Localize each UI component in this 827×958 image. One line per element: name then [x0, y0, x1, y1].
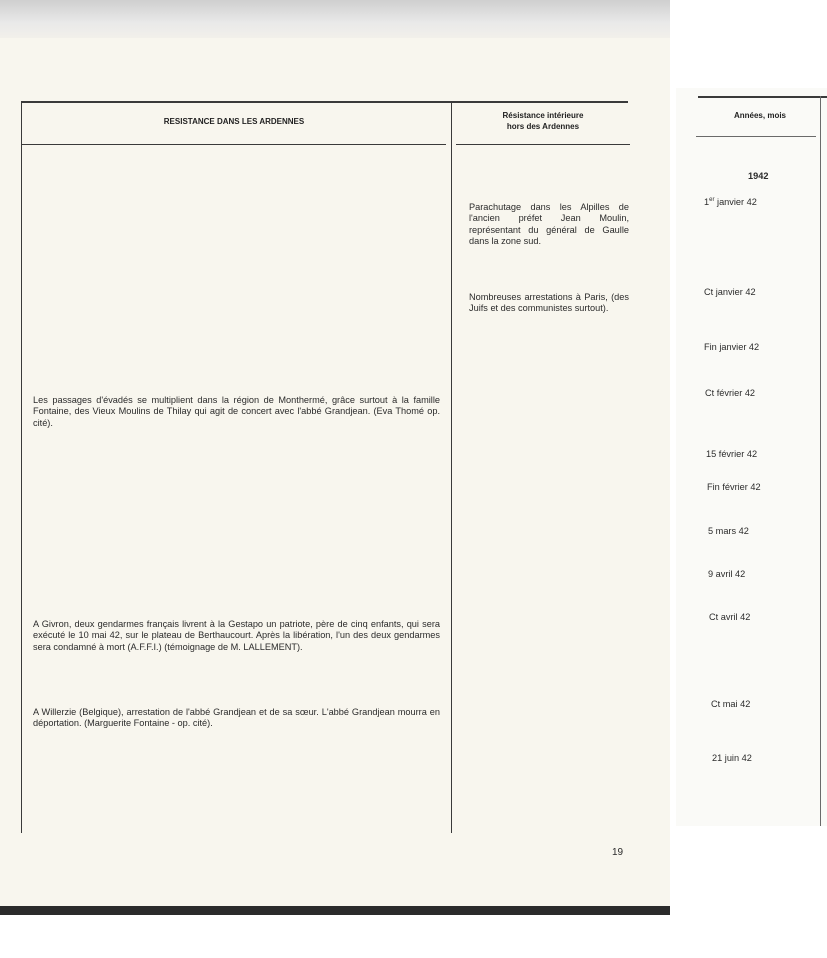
date-year: 1942	[748, 171, 769, 181]
ardennes-entry-givron: A Givron, deux gendarmes français livrent à la Gestapo un patriote, père de cinq enfants, qui sera exécuté le 10 mai 42, sur le plateau de Berthaucourt. Après la libération, l'un des deux gendarmes sera condamné à mort (A.F.F.I.) (témoignage de M. LALLEMENT).	[33, 619, 440, 652]
ardennes-entry-willerzie: A Willerzie (Belgique), arrestation de l'abbé Grandjean et de sa sœur. L'abbé Grandjean mourra en déportation. (Marguerite Fontaine - op. cité).	[33, 707, 440, 729]
date-ct-mai: Ct mai 42	[711, 699, 751, 709]
date-1er-prefix: 1	[704, 197, 710, 208]
interieure-entry-moulin: Parachutage dans les Alpilles de l'ancien préfet Jean Moulin, représentant du général de Gaulle dans la zone sud.	[469, 202, 629, 246]
header-annees: Années, mois	[733, 111, 786, 120]
date-21-juin: 21 juin 42	[712, 753, 752, 763]
date-1er-sup: er	[709, 197, 715, 203]
header-rule-left	[22, 144, 446, 145]
strip-right-rule	[820, 96, 821, 826]
strip-header-rule	[696, 136, 816, 137]
date-fin-fevrier: Fin février 42	[707, 482, 761, 492]
header-interieure-line1: Résistance intérieure	[502, 111, 584, 120]
header-ardennes: RESISTANCE DANS LES ARDENNES	[163, 117, 305, 126]
page-sheet	[0, 38, 670, 906]
ardennes-entry-evades: Les passages d'évadés se multiplient dans la région de Monthermé, grâce surtout à la famille Fontaine, des Vieux Moulins de Thilay qui agit de concert avec l'abbé Grandjean. (Eva Thomé op. cité).	[33, 395, 440, 428]
date-5-mars: 5 mars 42	[708, 526, 749, 536]
top-rule	[22, 101, 628, 103]
date-fin-janvier: Fin janvier 42	[704, 342, 760, 352]
date-9-avril: 9 avril 42	[708, 569, 746, 579]
date-1er-suffix: janvier 42	[714, 197, 757, 208]
column-divider	[451, 101, 452, 833]
date-15-fevrier: 15 février 42	[706, 449, 758, 459]
header-interieure-line2: hors des Ardennes	[506, 122, 580, 131]
date-ct-fevrier: Ct février 42	[705, 388, 756, 398]
scan-edge-bottom	[0, 906, 670, 915]
scan-shadow-top	[0, 0, 670, 38]
page-number: 19	[612, 847, 624, 858]
header-interieure	[455, 110, 631, 132]
date-ct-janvier: Ct janvier 42	[704, 287, 756, 297]
interieure-entry-arrestations: Nombreuses arrestations à Paris, (des Juifs et des communistes surtout).	[469, 292, 629, 314]
left-rule	[21, 101, 22, 833]
date-1er-janvier	[704, 195, 757, 208]
date-ct-avril: Ct avril 42	[709, 612, 751, 622]
strip-top-rule	[698, 96, 827, 98]
header-rule-middle	[456, 144, 630, 145]
